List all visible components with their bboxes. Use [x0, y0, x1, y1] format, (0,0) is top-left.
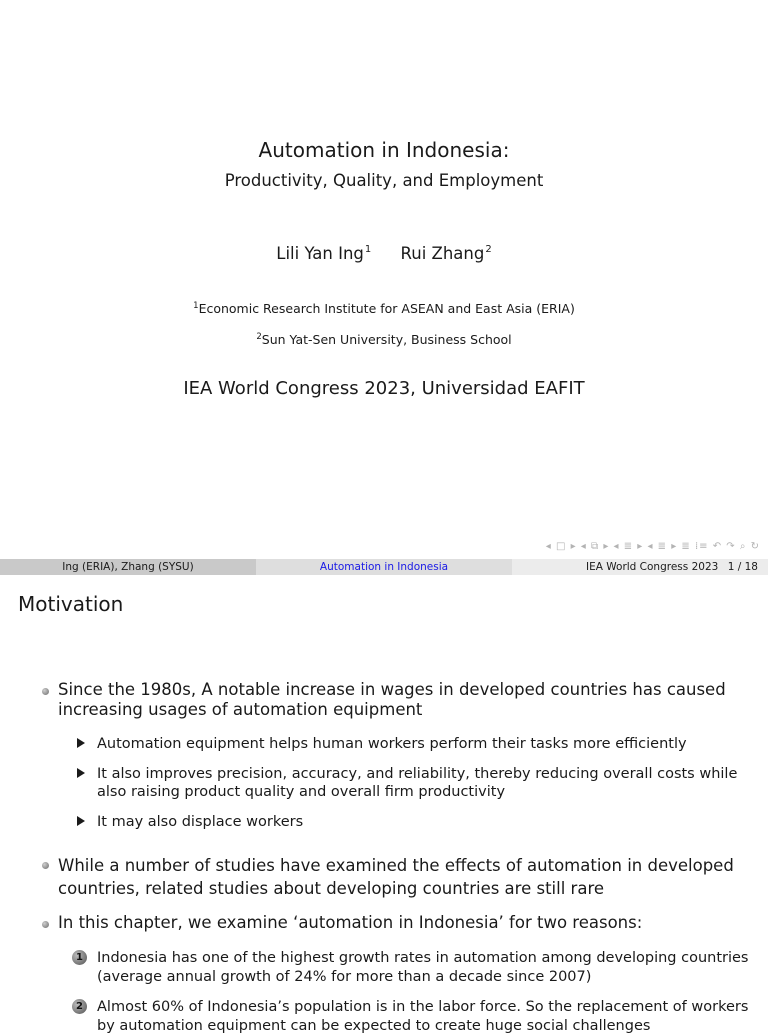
list-item [58, 913, 754, 933]
event-name: IEA World Congress 2023, Universidad EAFIT [183, 378, 585, 399]
enum-item-text: Indonesia has one of the highest growth rates in automation among developing countries (average annual growth of 24% for more than a decade since 2007) [97, 950, 749, 985]
bullet-icon [42, 921, 49, 928]
sub-list-item [97, 735, 757, 753]
presentation-subtitle: Productivity, Quality, and Employment [224, 171, 544, 190]
presentation-title: Automation in Indonesia: [258, 138, 510, 162]
author-line [0, 244, 768, 263]
slide-footer [0, 559, 768, 575]
enum-item [76, 998, 757, 1036]
beamer-navigation-icons[interactable]: ◂ □ ▸ ◂ ⧉ ▸ ◂ ≣ ▸ ◂ ≣ ▸ ≣ ⁞≡ ↶ ↷ ⌕ ↻ [545, 541, 760, 552]
footer-title-link[interactable]: Automation in Indonesia [256, 559, 512, 575]
affil-mark: 2 [256, 332, 262, 342]
footer-authors: Ing (ERIA), Zhang (SYSU) [0, 559, 256, 575]
bullet-icon [42, 688, 49, 695]
triangle-bullet-icon [77, 768, 85, 778]
list-item [58, 854, 754, 900]
enum-item [76, 949, 757, 987]
number-badge-icon: 1 [72, 950, 87, 965]
footer-event-name: IEA World Congress 2023 [586, 561, 719, 573]
list-item-text: While a number of studies have examined the effects of automation in developed countries, related studies about developing countries are still rare [58, 856, 734, 898]
affil-text: Sun Yat-Sen University, Business School [261, 332, 512, 347]
footer-event [512, 559, 768, 575]
triangle-bullet-icon [77, 816, 85, 826]
sub-list-item [97, 765, 757, 801]
motivation-slide [0, 576, 768, 1034]
list-item [58, 680, 754, 720]
author-ing [276, 244, 371, 263]
affil-text: Economic Research Institute for ASEAN and East Asia (ERIA) [198, 301, 575, 316]
sub-item-text: It may also displace workers [97, 814, 304, 830]
author-name: Rui Zhang [400, 244, 485, 263]
author-zhang [401, 244, 492, 263]
author-affil-mark: 2 [485, 244, 492, 255]
bullet-icon [42, 862, 49, 869]
affiliation-sysu [0, 332, 768, 347]
triangle-bullet-icon [77, 738, 85, 748]
list-item-text: In this chapter, we examine ‘automation in Indonesia’ for two reasons: [58, 913, 643, 932]
affiliation-eria [0, 301, 768, 316]
sub-item-text: Automation equipment helps human workers perform their tasks more efficiently [97, 736, 687, 752]
enum-item-text: Almost 60% of Indonesia’s population is in the labor force. So the replacement of workers by automation equipment can be expected to create huge social challenges [97, 999, 749, 1034]
affil-mark: 1 [193, 301, 199, 311]
number-badge-icon: 2 [72, 999, 87, 1014]
page-number: 1 / 18 [727, 561, 758, 573]
author-affil-mark: 1 [364, 244, 372, 255]
sub-item-text: It also improves precision, accuracy, and reliability, thereby reducing overall costs while also raising product quality and overall firm productivity [97, 766, 738, 800]
frame-title: Motivation [18, 592, 124, 616]
list-item-text: Since the 1980s, A notable increase in wages in developed countries has caused increasing usages of automation equipment [58, 680, 726, 719]
sub-list-item [97, 813, 757, 831]
author-name: Lili Yan Ing [276, 244, 364, 263]
